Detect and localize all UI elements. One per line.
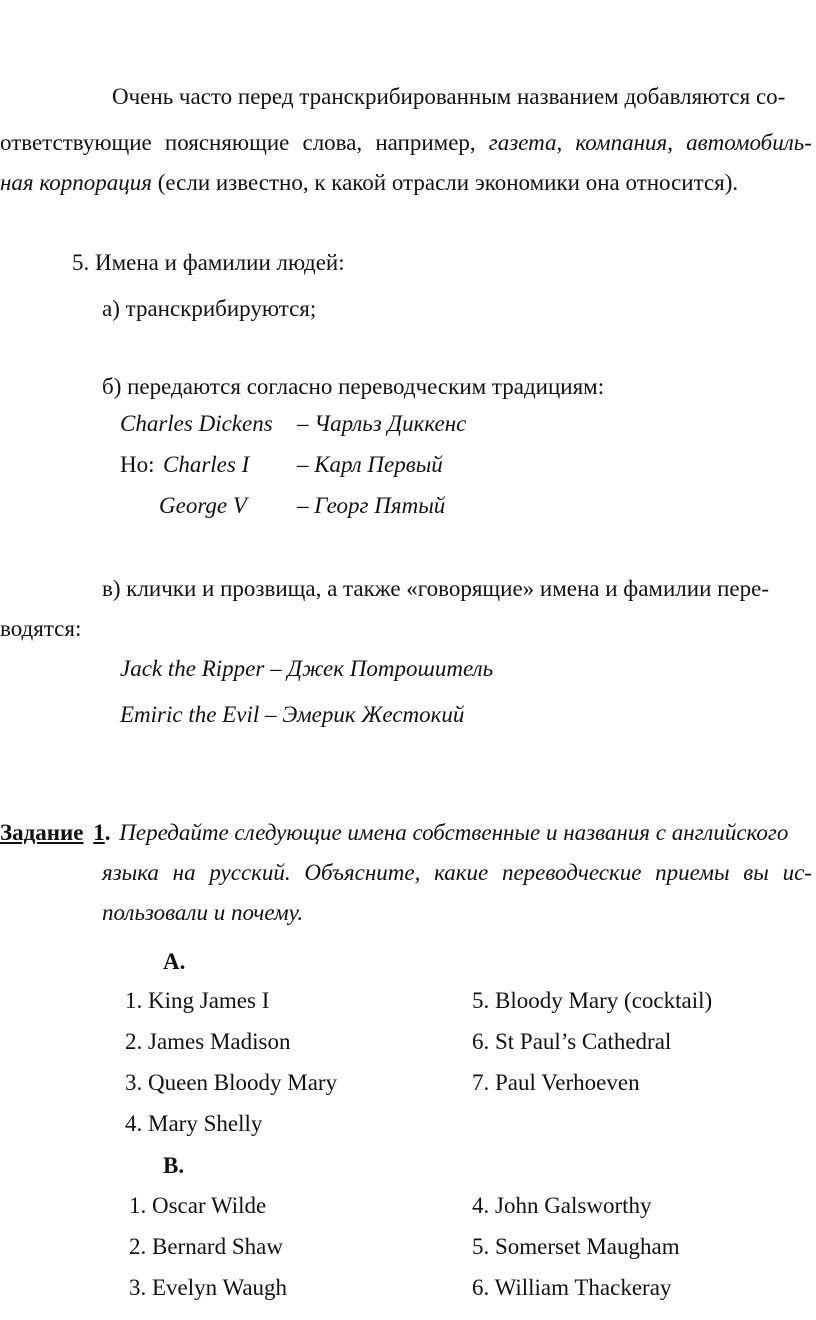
intro-italic-word: автомобиль- [686, 130, 812, 155]
instr-word: на [172, 860, 196, 885]
instr-word: языка [102, 860, 159, 885]
instr-word: какие [434, 860, 489, 885]
group-a-left-item: 1. King James I [125, 988, 270, 1013]
group-b-left-item: 3. Evelyn Waugh [129, 1275, 288, 1300]
group-b-label: B. [163, 1153, 185, 1178]
group-a-right-item: 6. St Paul’s Cathedral [472, 1029, 672, 1054]
group-a-label: A. [163, 949, 186, 974]
group-b-right-item: 4. John Galsworthy [472, 1193, 652, 1218]
example-prefix: Но: [120, 452, 155, 477]
intro-word: поясняющие [164, 130, 290, 155]
example-russian: – Чарльз Диккенс [297, 411, 467, 436]
instr-word: ис- [782, 860, 812, 885]
nickname-example: Emiric the Evil – Эмерик Жестокий [120, 702, 465, 727]
instr-word: приемы [655, 860, 730, 885]
group-b-left-item: 2. Bernard Shaw [129, 1234, 283, 1259]
intro-line-1: Очень часто перед транскрибированным названием добавляются со- [112, 84, 786, 109]
section-5-item-b: б) передаются согласно переводческим традициям: [102, 374, 605, 399]
group-b-right-item: 5. Somerset Maugham [472, 1234, 680, 1259]
intro-line-2 [0, 130, 812, 156]
intro-line-3 [0, 170, 738, 196]
example-english: Charles I [163, 452, 250, 477]
task-dot: . [104, 820, 111, 845]
section-5-item-a: а) транскрибируются; [102, 296, 317, 321]
intro-italic-word: газета, [488, 130, 563, 155]
task-instruction-line-2 [102, 860, 812, 886]
example-english: George V [159, 493, 247, 518]
group-b-right-item: 6. William Thackeray [472, 1275, 672, 1300]
task-number: 1 [93, 820, 105, 845]
section-5-heading: 5. Имена и фамилии людей: [72, 250, 345, 275]
group-a-left-item: 3. Queen Bloody Mary [125, 1070, 338, 1095]
intro-line-3-rest: (если известно, к какой отрасли экономики она относится). [151, 170, 739, 195]
example-english: Charles Dickens [120, 411, 273, 436]
group-a-right-item: 7. Paul Verhoeven [472, 1070, 640, 1095]
group-a-left-item: 2. James Madison [125, 1029, 291, 1054]
task-heading [0, 820, 788, 846]
task-label: Задание [0, 820, 84, 845]
intro-word: например, [375, 130, 476, 155]
task-instruction-line-1: Передайте следующие имена собственные и названия с английского [119, 820, 789, 845]
group-a-left-item: 4. Mary Shelly [125, 1111, 263, 1136]
nickname-example: Jack the Ripper – Джек Потрошитель [120, 656, 494, 681]
group-b-left-item: 1. Oscar Wilde [129, 1193, 267, 1218]
intro-word: ответствующие [0, 130, 152, 155]
example-russian: – Карл Первый [297, 452, 443, 477]
intro-italic-phrase: ная корпорация [0, 170, 152, 195]
task-instruction-line-3: пользовали и почему. [102, 900, 304, 925]
example-russian: – Георг Пятый [297, 493, 446, 518]
instr-word: вы [743, 860, 769, 885]
group-a-right-item: 5. Bloody Mary (cocktail) [472, 988, 713, 1013]
intro-italic-word: компания, [575, 130, 673, 155]
instr-word: русский. [209, 860, 291, 885]
intro-word: слова, [302, 130, 363, 155]
section-5-item-c-line-1: в) клички и прозвища, а также «говорящие» имена и фамилии пере- [102, 576, 770, 601]
instr-word: переводческие [501, 860, 642, 885]
instr-word: Объясните, [304, 860, 421, 885]
section-5-item-c-line-2: водятся: [0, 616, 82, 641]
